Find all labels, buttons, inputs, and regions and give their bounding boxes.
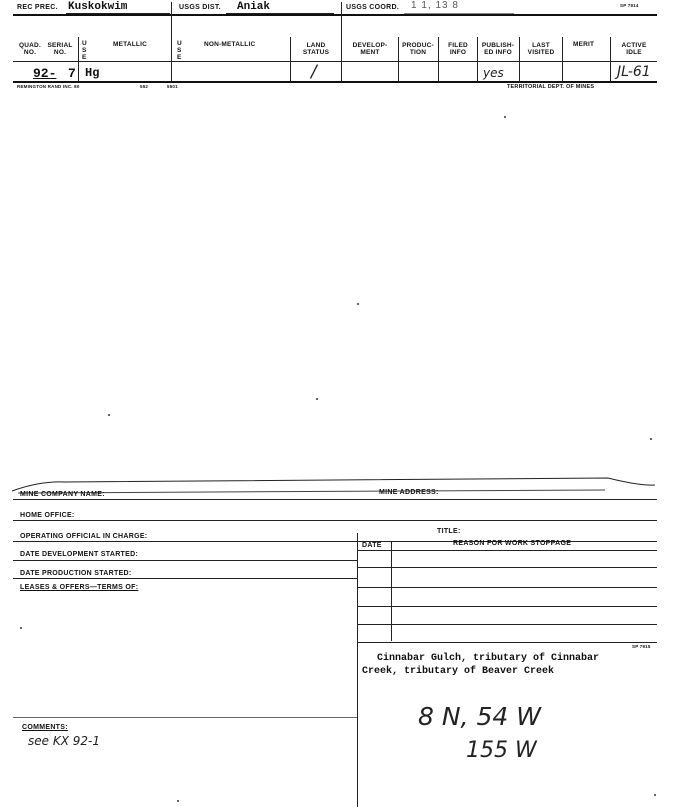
- rec-prec-value: Kuskokwim: [68, 1, 128, 13]
- usgs-coord-value: 1 1, 13 8: [411, 0, 459, 11]
- rule-development: [13, 560, 357, 561]
- form-code-top: SP 7914: [620, 3, 639, 8]
- col-div-visited: [519, 37, 520, 82]
- stoppage-row-4: [357, 624, 657, 625]
- col-div-develop: [341, 2, 342, 82]
- published-info-label: PUBLISH- ED INFO: [481, 42, 515, 56]
- date-production-label: DATE PRODUCTION STARTED:: [20, 570, 132, 577]
- quad-value: 92-: [33, 66, 57, 81]
- speck: [357, 303, 359, 305]
- usgs-dist-value: Aniak: [237, 1, 271, 13]
- speck: [108, 414, 110, 416]
- production-label: PRODUC- TION: [402, 42, 434, 56]
- speck: [654, 794, 656, 796]
- published-info-value: yes: [483, 66, 504, 80]
- development-label: DEVELOP- MENT: [352, 42, 388, 56]
- top-rule-2: [13, 61, 657, 62]
- serial-value: 7: [68, 66, 76, 81]
- col-div-filed: [438, 37, 439, 82]
- mine-company-name-label: MINE COMPANY NAME:: [20, 491, 105, 498]
- comments-value: see KX 92-1: [28, 734, 100, 748]
- col-div-published: [477, 37, 478, 82]
- col-div-production: [398, 37, 399, 82]
- leases-label: LEASES & OFFERS—TERMS OF:: [20, 584, 139, 591]
- date-label: DATE: [362, 542, 382, 549]
- footer-code-2: 5501: [167, 84, 178, 89]
- quad-no-label: QUAD. NO.: [19, 42, 41, 56]
- home-office-label: HOME OFFICE:: [20, 512, 75, 519]
- location-line-1: Cinnabar Gulch, tributary of Cinnabar: [377, 653, 600, 664]
- non-metallic-label: NON-METALLIC: [204, 41, 256, 48]
- col-div-active: [610, 37, 611, 82]
- serial-no-label: SERIAL NO.: [47, 42, 73, 56]
- rec-prec-label: REC PREC.: [17, 4, 58, 11]
- rule-home-office: [13, 520, 657, 521]
- speck: [504, 116, 506, 118]
- handwritten-township: 8 N, 54 W: [418, 702, 541, 731]
- operating-official-label: OPERATING OFFICIAL IN CHARGE:: [20, 533, 148, 540]
- footer-dept: TERRITORIAL DEPT. OF MINES: [507, 84, 595, 90]
- stoppage-row-2: [357, 587, 657, 588]
- handwritten-range: 155 W: [466, 738, 537, 763]
- top-rule-3: [13, 81, 657, 83]
- footer-printer: REMINGTON RAND INC. 80: [17, 84, 80, 89]
- speck: [177, 800, 179, 802]
- stoppage-row-3: [357, 606, 657, 607]
- rule-comments-top: [13, 717, 357, 718]
- land-status-value: /: [311, 62, 317, 82]
- mine-address-label: MINE ADDRESS:: [379, 489, 439, 496]
- comments-label: COMMENTS:: [22, 724, 68, 731]
- stoppage-date-divider: [391, 541, 392, 641]
- col-div-merit: [562, 37, 563, 82]
- speck: [650, 438, 652, 440]
- center-divider: [357, 533, 358, 807]
- nonmetallic-use-letters: U S E: [177, 40, 182, 61]
- metallic-label: METALLIC: [113, 41, 147, 48]
- title-label: TITLE:: [437, 528, 461, 535]
- footer-code-1: 552: [140, 84, 149, 89]
- form-code-bottom: SP 7915: [632, 644, 651, 649]
- col-div-serial: [78, 37, 79, 82]
- stoppage-row-1: [357, 567, 657, 568]
- active-idle-value: JL-61: [617, 64, 651, 80]
- rule-production: [13, 578, 357, 579]
- stoppage-row-5: [357, 642, 657, 643]
- rule-stoppage-header: [357, 550, 657, 551]
- filed-info-label: FILED INFO: [448, 42, 468, 56]
- usgs-coord-label: USGS COORD.: [346, 4, 400, 11]
- metallic-value: Hg: [85, 66, 100, 80]
- metallic-use-letters: U S E: [82, 40, 87, 61]
- usgs-dist-label: USGS DIST.: [179, 4, 221, 11]
- rule-company: [13, 499, 657, 500]
- top-rule-1: [13, 14, 657, 16]
- reason-label: REASON FOR WORK STOPPAGE: [453, 540, 572, 547]
- land-status-label: LAND STATUS: [302, 42, 330, 56]
- col-div-land: [290, 37, 291, 82]
- location-line-2: Creek, tributary of Beaver Creek: [362, 666, 555, 677]
- merit-label: MERIT: [573, 41, 595, 48]
- last-visited-label: LAST VISITED: [527, 42, 555, 56]
- date-development-label: DATE DEVELOPMENT STARTED:: [20, 551, 139, 558]
- col-div-nonmetallic: [171, 2, 172, 82]
- speck: [316, 398, 318, 400]
- active-idle-label: ACTIVE IDLE: [621, 42, 647, 56]
- speck: [20, 627, 22, 629]
